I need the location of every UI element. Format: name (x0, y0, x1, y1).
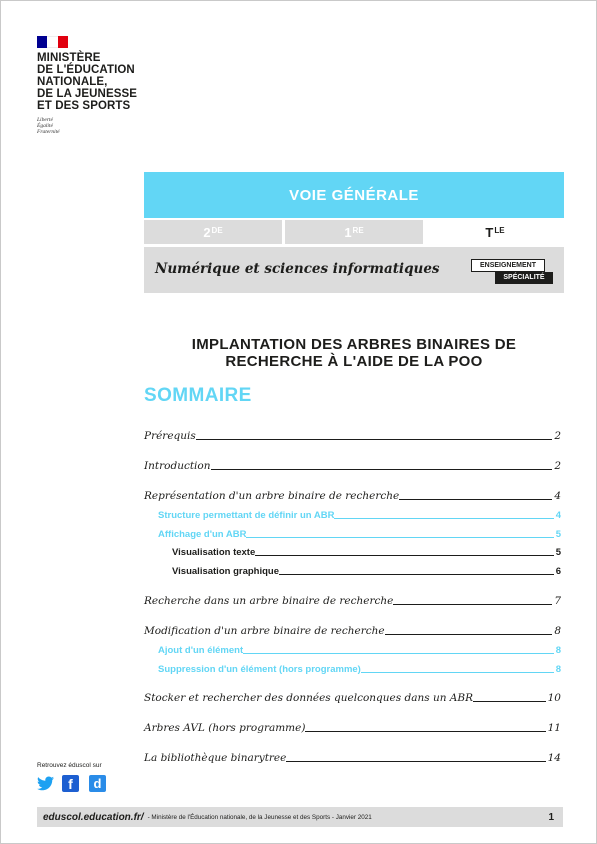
motto-line: Liberté (37, 117, 53, 123)
toc-item[interactable] (158, 661, 561, 675)
toc-item[interactable] (144, 428, 561, 442)
toc-label: La bibliothèque binarytree (144, 752, 287, 764)
toc-page-number: 14 (547, 752, 561, 764)
sommaire-heading: SOMMAIRE (144, 385, 252, 406)
toc-label: Modification d'un arbre binaire de recherche (144, 625, 385, 637)
ministry-name (37, 52, 167, 112)
toc-item[interactable] (144, 623, 561, 637)
title-line: RECHERCHE À L'AIDE DE LA POO (225, 353, 483, 370)
voie-banner: VOIE GÉNÉRALE (144, 172, 564, 218)
toc-leader-line (361, 672, 554, 673)
title-line: IMPLANTATION DES ARBRES BINAIRES DE (191, 336, 517, 353)
motto-line: Égalité (37, 123, 53, 129)
toc-label: Affichage d'un ABR (158, 529, 247, 540)
level-terminale: T $^{LE}$ (426, 220, 564, 244)
toc-label: Visualisation texte (172, 547, 256, 558)
toc-page-number: 4 (554, 490, 561, 502)
toc-label: Arbres AVL (hors programme) (144, 722, 306, 734)
toc-label: Recherche dans un arbre binaire de recherche (144, 595, 394, 607)
level-premiere: 1 $^{RE}$ (285, 220, 423, 244)
toc-item[interactable] (144, 720, 561, 734)
page-number: 1 (548, 811, 554, 823)
badge-enseignement: ENSEIGNEMENT (471, 259, 545, 272)
toc-item[interactable] (144, 488, 561, 502)
toc-label: Ajout d'un élément (158, 645, 244, 656)
toc-leader-line (393, 604, 552, 605)
toc-item[interactable] (144, 690, 561, 704)
footer-credit: - Ministère de l'Éducation nationale, de la Jeunesse et des Sports - Janvier 2021 (147, 813, 372, 821)
toc-page-number: 7 (554, 595, 561, 607)
republic-motto (37, 117, 60, 135)
toc-item[interactable] (144, 750, 561, 764)
twitter-icon[interactable] (37, 775, 54, 792)
toc-page-number: 4 (555, 510, 561, 521)
toc-item[interactable] (144, 593, 561, 607)
level-seconde: 2 $^{DE}$ (144, 220, 282, 244)
ministry-line: DE L'ÉDUCATION (37, 64, 135, 76)
facebook-icon[interactable]: f (62, 775, 79, 792)
toc-leader-line (196, 439, 553, 440)
toc-item[interactable] (158, 642, 561, 656)
toc-label: Visualisation graphique (172, 566, 279, 577)
toc-page-number: 11 (547, 722, 561, 734)
toc-page-number: 5 (555, 529, 561, 540)
toc-item[interactable] (172, 563, 561, 577)
toc-item[interactable] (158, 526, 561, 540)
toc-leader-line (211, 469, 553, 470)
toc-page-number: 8 (554, 625, 561, 637)
toc-label: Prérequis (144, 430, 196, 442)
toc-label: Structure permettant de définir un ABR (158, 510, 335, 521)
toc-leader-line (246, 537, 553, 538)
document-title (144, 336, 564, 370)
subject-band (144, 247, 564, 293)
toc-item[interactable] (144, 458, 561, 472)
footer-bar (37, 807, 563, 827)
toc-item[interactable] (158, 507, 561, 521)
toc-page-number: 8 (555, 645, 561, 656)
toc-page-number: 10 (547, 692, 561, 704)
ministry-line: DE LA JEUNESSE (37, 88, 138, 100)
toc-label: Introduction (144, 460, 211, 472)
toc-page-number: 5 (555, 547, 561, 558)
toc-leader-line (279, 574, 554, 575)
toc-label: Représentation d'un arbre binaire de recherche (144, 490, 400, 502)
toc-leader-line (286, 761, 545, 762)
social-label: Retrouvez éduscol sur (37, 762, 102, 769)
dailymotion-icon[interactable]: d (89, 775, 106, 792)
footer-site-link[interactable]: eduscol.education.fr/ (43, 811, 144, 823)
badge-specialite: SPÉCIALITÉ (495, 272, 553, 284)
subject-title: Numérique et sciences informatiques (155, 261, 440, 277)
motto-line: Fraternité (37, 129, 60, 135)
toc-label: Suppression d'un élément (hors programme) (158, 664, 361, 675)
toc-label: Stocker et rechercher des données quelconques dans un ABR (144, 692, 474, 704)
ministry-line: ET DES SPORTS (37, 100, 131, 112)
toc-leader-line (255, 555, 553, 556)
ministry-line: MINISTÈRE (37, 52, 101, 64)
toc-leader-line (305, 731, 545, 732)
ministry-line: NATIONALE, (37, 76, 108, 88)
level-tabs (144, 220, 564, 244)
toc-leader-line (334, 518, 553, 519)
toc-page-number: 2 (554, 430, 561, 442)
toc-leader-line (385, 634, 553, 635)
toc-page-number: 6 (555, 566, 561, 577)
toc-page-number: 2 (554, 460, 561, 472)
french-flag-logo (37, 36, 68, 48)
toc-leader-line (473, 701, 546, 702)
toc-page-number: 8 (555, 664, 561, 675)
toc-leader-line (399, 499, 552, 500)
toc-leader-line (243, 653, 554, 654)
toc-item[interactable] (172, 544, 561, 558)
